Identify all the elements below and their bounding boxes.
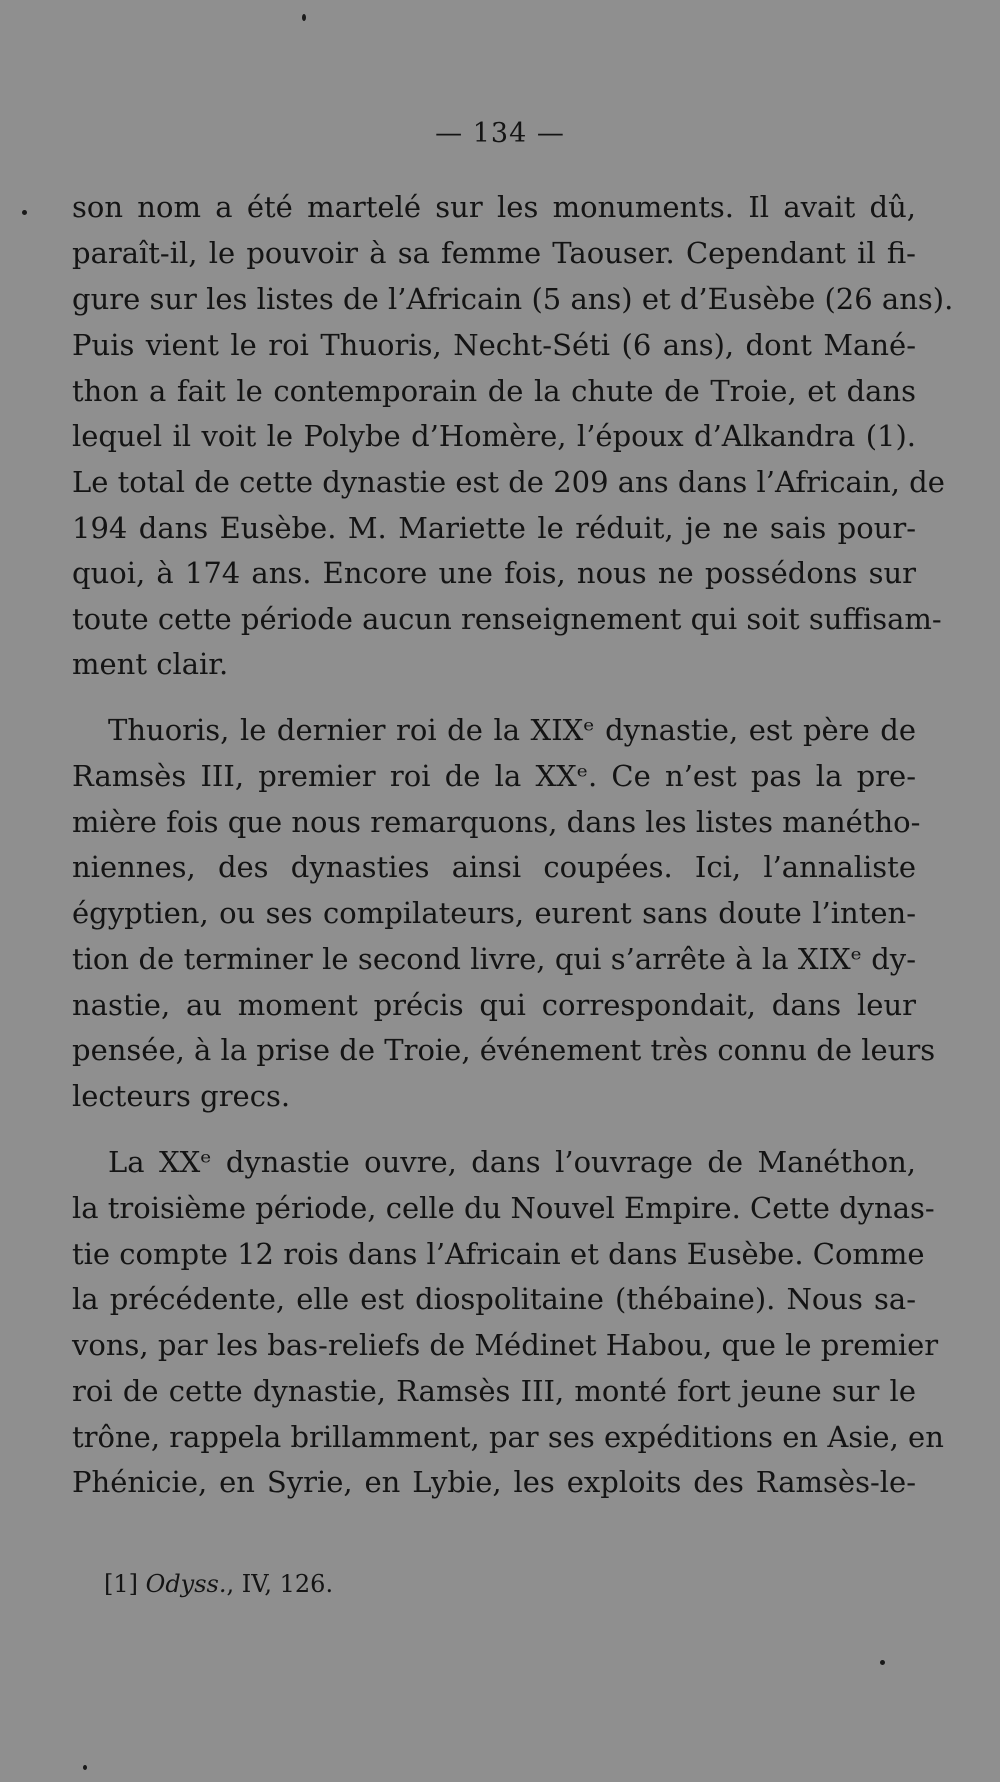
text-line: quoi, à 174 ans. Encore une fois, nous ne possédons sur — [72, 556, 916, 590]
text-line: nastie, au moment précis qui correspondait, dans leur — [72, 988, 916, 1022]
text-line: gure sur les listes de l’Africain (5 ans) et d’Eusèbe (26 ans). — [72, 282, 954, 316]
text-line: tion de terminer le second livre, qui s’arrête à la XIXᵉ dy- — [72, 942, 916, 976]
text-line: Ramsès III, premier roi de la XXᵉ. Ce n’est pas la pre- — [72, 759, 916, 793]
text-line: La XXᵉ dynastie ouvre, dans l’ouvrage de Manéthon, — [108, 1145, 916, 1179]
text-line: Puis vient le roi Thuoris, Necht-Séti (6 ans), dont Mané- — [72, 328, 916, 362]
text-line: vons, par les bas-reliefs de Médinet Habou, que le premier — [72, 1328, 939, 1362]
text-line: tie compte 12 rois dans l’Africain et dans Eusèbe. Comme — [72, 1237, 925, 1271]
page-number: — 134 — — [435, 118, 565, 149]
scan-speck — [880, 1660, 885, 1665]
footnote-marker: [1] — [104, 1570, 138, 1598]
text-line: roi de cette dynastie, Ramsès III, monté fort jeune sur le — [72, 1374, 916, 1408]
scan-speck — [302, 14, 306, 21]
text-line: mière fois que nous remarquons, dans les listes manétho- — [72, 805, 921, 839]
text-line: thon a fait le contemporain de la chute de Troie, et dans — [72, 374, 916, 408]
text-line: lequel il voit le Polybe d’Homère, l’époux d’Alkandra (1). — [72, 419, 916, 453]
text-line: trône, rappela brillamment, par ses expéditions en Asie, en — [72, 1420, 944, 1454]
text-line: paraît-il, le pouvoir à sa femme Taouser. Cependant il fi- — [72, 236, 916, 270]
text-line: Thuoris, le dernier roi de la XIXᵉ dynastie, est père de — [108, 713, 916, 747]
text-line: Le total de cette dynastie est de 209 ans dans l’Africain, de — [72, 465, 945, 499]
text-line: pensée, à la prise de Troie, événement très connu de leurs — [72, 1033, 936, 1067]
text-line: 194 dans Eusèbe. M. Mariette le réduit, je ne sais pour- — [72, 511, 916, 545]
text-line: son nom a été martelé sur les monuments. Il avait dû, — [72, 190, 916, 224]
text-line: ment clair. — [72, 647, 229, 681]
text-line: niennes, des dynasties ainsi coupées. Ici, l’annaliste — [72, 850, 916, 884]
footnote-reference: , IV, 126. — [226, 1570, 334, 1598]
text-line: lecteurs grecs. — [72, 1079, 291, 1113]
text-line: toute cette période aucun renseignement qui soit suffisam- — [72, 602, 942, 636]
text-line: Phénicie, en Syrie, en Lybie, les exploits des Ramsès-le- — [72, 1465, 916, 1499]
scan-speck — [83, 1765, 87, 1770]
text-line: égyptien, ou ses compilateurs, eurent sans doute l’inten- — [72, 896, 916, 930]
scan-speck — [22, 210, 27, 215]
text-line: la précédente, elle est diospolitaine (thébaine). Nous sa- — [72, 1282, 916, 1316]
text-line: la troisième période, celle du Nouvel Empire. Cette dynas- — [72, 1191, 935, 1225]
footnote-title: Odyss. — [145, 1570, 227, 1598]
footnote — [104, 1569, 333, 1599]
